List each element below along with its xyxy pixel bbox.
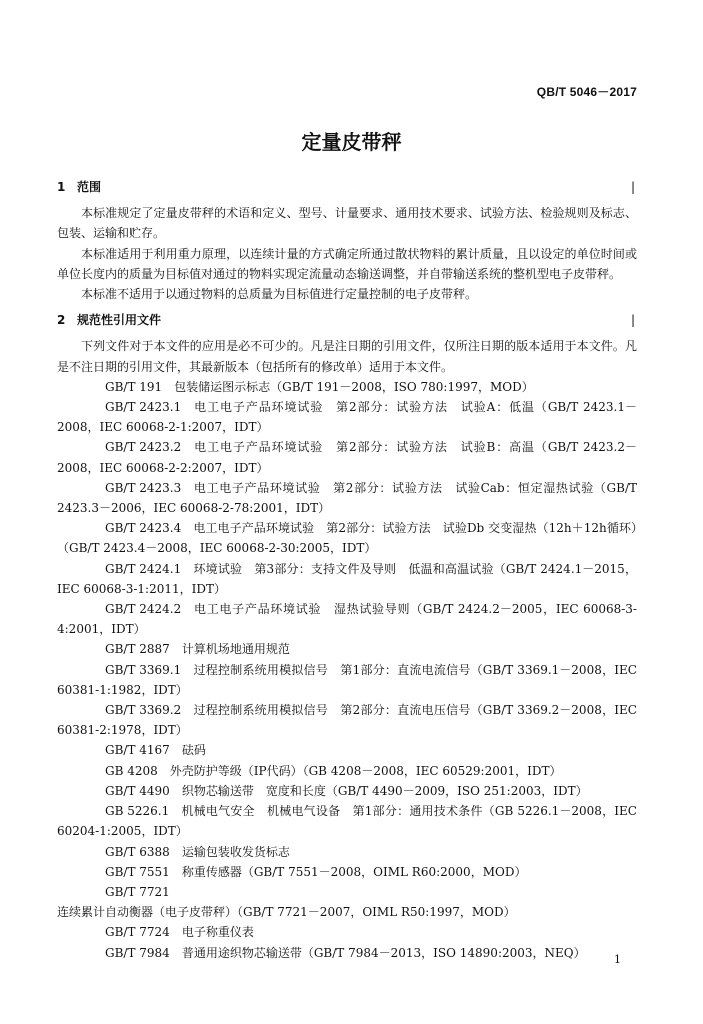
reference-code: GB/T 4490: [105, 783, 170, 798]
change-mark: |: [630, 313, 635, 328]
reference-title: 机械电气安全 机械电气设备 第1部分：通用技术条件（GB 5226.1－2008，IEC 60204-1:2005，IDT）: [57, 804, 637, 839]
reference-title: 过程控制系统用模拟信号 第1部分：直流电流信号（GB/T 3369.1－2008，IEC 60381-1:1982，IDT）: [57, 662, 637, 697]
reference-item: [57, 518, 637, 558]
reference-item: [57, 478, 637, 518]
reference-item: [57, 801, 637, 841]
reference-title: 电工电子产品环境试验 第2部分：试验方法 试验A：低温（GB/T 2423.1－2008，IEC 60068-2-1:2007，IDT）: [57, 400, 637, 435]
reference-title: 连续累计自动衡器（电子皮带秤）（GB/T 7721－2007，OIML R50:1997，MOD）: [57, 905, 516, 920]
reference-item: [57, 740, 637, 760]
reference-item: [57, 639, 637, 659]
reference-title: 砝码: [181, 743, 206, 758]
reference-title: 电工电子产品环境试验 第2部分：试验方法 试验Db 交变湿热（12h＋12h循环）（GB/T 2423.4－2008，IEC 60068-2-30:2005，IDT）: [57, 521, 637, 556]
reference-item: [57, 377, 637, 397]
reference-title: 电工电子产品环境试验 第2部分：试验方法 试验Cab：恒定湿热试验（GB/T 2423.3－2006，IEC 60068-2-78:2001，IDT）: [57, 480, 637, 516]
reference-item: [57, 842, 637, 862]
section-title: 范围: [77, 180, 102, 194]
reference-title: 计算机场地通用规范: [181, 642, 290, 657]
reference-code: GB/T 2423.3: [105, 480, 182, 495]
section-heading-scope: [57, 177, 637, 197]
reference-item: [57, 559, 637, 599]
document-body: [57, 177, 637, 963]
reference-code: GB/T 7551: [105, 864, 170, 879]
reference-item: [57, 700, 637, 740]
reference-code: GB/T 2423.2: [105, 440, 182, 455]
reference-title: 外壳防护等级（IP代码）（GB 4208－2008，IEC 60529:2001，IDT）: [169, 763, 562, 778]
reference-item: [57, 660, 637, 700]
reference-title: 运输包装收发货标志: [181, 844, 290, 859]
scope-paragraph: 本标准适用于利用重力原理，以连续计量的方式确定所通过散状物料的累计质量，且以设定的单位时间或单位长度内的质量为目标值对通过的物料实现定流量动态输送调整，并自带输送系统的整机型电子皮带秤。: [57, 246, 637, 281]
reference-item: [57, 882, 637, 922]
reference-code: GB/T 2424.2: [105, 602, 182, 617]
reference-title: 电工电子产品环境试验 湿热试验导则（GB/T 2424.2－2005，IEC 60068-3-4:2001，IDT）: [57, 602, 637, 637]
reference-item: [57, 599, 637, 639]
reference-item: [57, 761, 637, 781]
reference-title: 普通用途织物芯输送带（GB/T 7984－2013，ISO 14890:2003，NEQ）: [181, 945, 586, 960]
reference-item: [57, 437, 637, 477]
reference-code: GB/T 2423.4: [105, 521, 182, 536]
reference-title: 电子称重仪表: [181, 925, 254, 940]
reference-code: GB/T 7721: [105, 884, 170, 899]
reference-title: 电工电子产品环境试验 第2部分：试验方法 试验B：高温（GB/T 2423.2－2008，IEC 60068-2-2:2007，IDT）: [57, 440, 637, 475]
reference-code: GB/T 3369.1: [105, 662, 182, 677]
scope-paragraph: 本标准不适用于以通过物料的总质量为目标值进行定量控制的电子皮带秤。: [81, 287, 478, 302]
reference-item: [57, 862, 637, 882]
standard-code: QB/T 5046－2017: [536, 85, 637, 99]
reference-code: GB/T 2887: [105, 642, 170, 657]
reference-list: [57, 377, 637, 963]
section-number: 2: [57, 313, 66, 328]
reference-code: GB 5226.1: [105, 804, 170, 819]
section-heading-normative-references: [57, 310, 637, 330]
reference-code: GB/T 7984: [105, 945, 170, 960]
reference-code: GB/T 6388: [105, 844, 170, 859]
reference-title: 包装储运图示标志（GB/T 191－2008，ISO 780:1997，MOD）: [174, 379, 534, 394]
reference-code: GB/T 4167: [105, 743, 170, 758]
section-title: 规范性引用文件: [77, 313, 162, 328]
reference-item: [57, 397, 637, 437]
reference-item: [57, 943, 637, 963]
reference-code: GB/T 2424.1: [105, 561, 182, 576]
scope-paragraph: 本标准规定了定量皮带秤的术语和定义、型号、计量要求、通用技术要求、试验方法、检验规则及标志、包装、运输和贮存。: [57, 206, 637, 241]
section-number: 1: [57, 180, 66, 194]
reference-code: GB 4208: [105, 763, 158, 778]
reference-code: GB/T 3369.2: [105, 703, 182, 718]
change-mark: |: [630, 180, 635, 194]
reference-code: GB/T 7724: [105, 925, 170, 940]
page-number: 1: [614, 953, 621, 966]
reference-item: [57, 781, 637, 801]
references-intro: 下列文件对于本文件的应用是必不可少的。凡是注日期的引用文件，仅所注日期的版本适用于本文件。凡是不注日期的引用文件，其最新版本（包括所有的修改单）适用于本文件。: [57, 339, 637, 374]
reference-title: 环境试验 第3部分：支持文件及导则 低温和高温试验（GB/T 2424.1－2015，IEC 60068-3-1:2011，IDT）: [57, 561, 637, 596]
document-title: 定量皮带秤: [301, 130, 402, 154]
reference-title: 过程控制系统用模拟信号 第2部分：直流电压信号（GB/T 3369.2－2008，IEC 60381-2:1978，IDT）: [57, 703, 637, 738]
reference-code: GB/T 191: [105, 379, 163, 394]
reference-item: [57, 922, 637, 942]
reference-code: GB/T 2423.1: [105, 400, 182, 415]
reference-title: 织物芯输送带 宽度和长度（GB/T 4490－2009，ISO 251:2003，IDT）: [181, 783, 588, 798]
reference-title: 称重传感器（GB/T 7551－2008，OIML R60:2000，MOD）: [181, 864, 527, 879]
